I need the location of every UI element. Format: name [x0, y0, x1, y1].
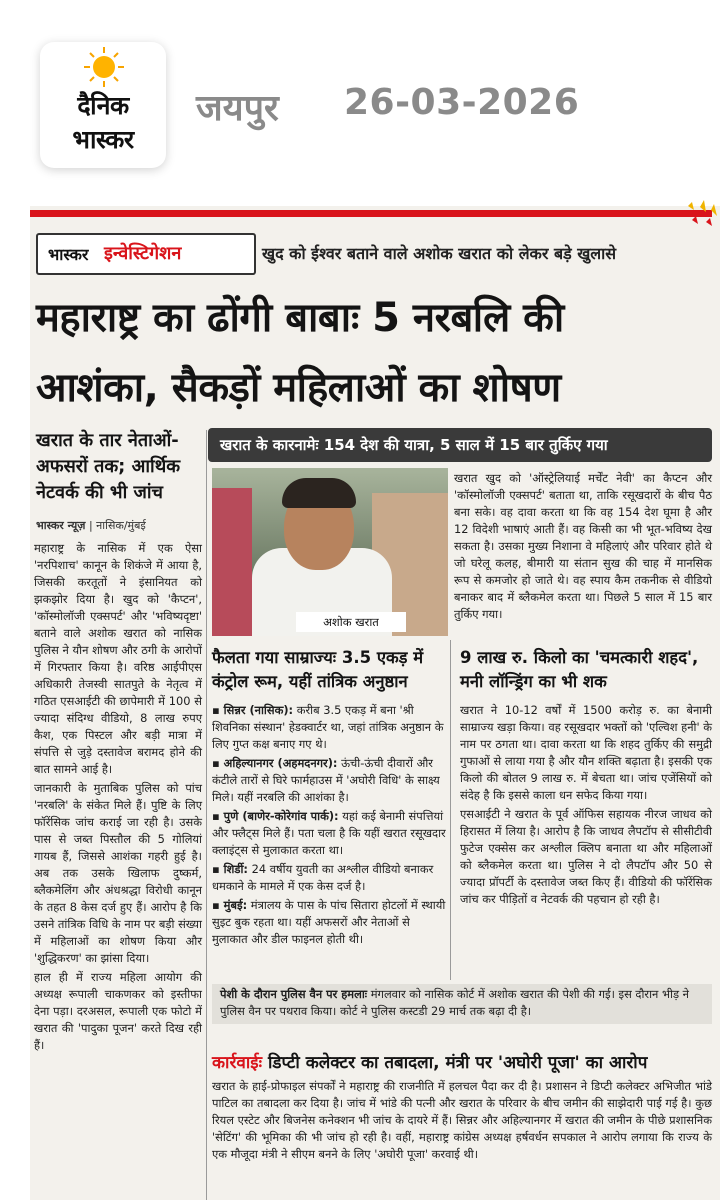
- list-item: [212, 702, 448, 753]
- location-text: करीब 3.5 एकड़ में बना 'श्री शिवनिका संस्थान' हेडक्वार्टर था, जहां तांत्रिक अनुष्ठान के लिए गुप्त कक्ष बनाए गए थे।: [212, 703, 444, 751]
- left-column-text: [34, 540, 202, 1056]
- list-item: [212, 808, 448, 859]
- photo-side-text: खरात खुद को 'ऑस्ट्रेलियाई मर्चेंट नेवी' का कैप्टन और 'कॉस्मोलॉजी एक्सपर्ट' बताता था, ताकि रसूखदारों के बीच पैठ बना सके। वह दावा करता था कि वह 154 देश घूमा है और 12 विदेशी भाषाएं आती हैं। वह किसी का भी भूत-भविष्य देख सकता है। उसका मुख्य निशाना वे महिलाएं और परिवार होते थे जो घरेलू कलह, बीमारी या संतान सुख की चाह में मानसिक रूप से कमजोर हो जाते थे। वह स्पाय कैम तकनीक से वीडियो बनाकर बाद में ब्लैकमेल करता था। पिछले 5 साल में 15 बार तुर्किए गया।: [454, 471, 712, 621]
- kicker-brand: भास्कर: [48, 245, 89, 264]
- location-label: ▪ शिर्डी:: [212, 862, 248, 876]
- empire-subheadline: फैलता गया साम्राज्यः 3.5 एकड़ में कंट्रोल रूम, यहीं तांत्रिक अनुष्ठान: [212, 648, 424, 691]
- action-label: कार्रवाईः: [212, 1053, 263, 1073]
- column-divider: [206, 430, 207, 1200]
- byline: [36, 518, 146, 533]
- exploits-band: [208, 428, 712, 462]
- photo-bystander-left: [212, 488, 252, 636]
- edition-city: जयपुर: [196, 88, 279, 129]
- article-deck: खुद को ईश्वर बताने वाले अशोक खरात को लेकर बड़े खुलासे: [262, 244, 617, 263]
- note-text: मंगलवार को नासिक कोर्ट में अशोक खरात की पेशी की गई। इस दौरान भीड़ ने पुलिस वैन पर पथराव किया। कोर्ट ने पुलिस कस्टडी 29 मार्च तक बढ़ा दी है।: [220, 987, 689, 1018]
- headline-line-1: महाराष्ट्र का ढोंगी बाबाः 5 नरबलि की: [36, 295, 564, 341]
- honey-paragraph: एसआईटी ने खरात के पूर्व ऑफिस सहायक नीरज जाधव को हिरासत में लिया है। आरोप है कि जाधव लैपटॉप से सीसीटीवी फुटेज एक्सेस कर अश्लील क्लिप बनाता था और महिलाओं को ब्लैकमेल करता था। पुलिस ने दो लैपटॉप और 50 से ज्यादा प्रॉपर्टी के दस्तावेज जब्त किए हैं। वीडियो की फॉरेंसिक जांच कर पीड़ितों व नेटवर्क की पहचान हो रही है।: [460, 807, 712, 906]
- court-attack-note: [212, 984, 712, 1024]
- locations-list: [212, 702, 448, 950]
- note-label: पेशी के दौरान पुलिस वैन पर हमलाः: [220, 987, 368, 1001]
- action-headline: [212, 1050, 712, 1073]
- location-label: ▪ अहिल्यानगर (अहमदनगर):: [212, 756, 338, 770]
- location-text: यहां कई बेनामी संपत्तियां और फ्लैट्स मिले हैं। पता चला है कि यहीं खरात रसूखदार क्लाइंट्स से मुलाकात करता था।: [212, 809, 446, 857]
- investigation-kicker: [36, 233, 256, 275]
- logo-line-2: भास्कर: [72, 125, 134, 154]
- location-text: ऊंची-ऊंची दीवारों और कंटीले तारों से घिरे फार्महाउस में 'अघोरी विधि' के साक्ष्य मिले। यहीं नरबलि की आशंका है।: [212, 756, 440, 804]
- action-title: डिप्टी कलेक्टर का तबादला, मंत्री पर 'अघोरी पूजा' का आरोप: [262, 1053, 648, 1073]
- photo-caption: अशोक खरात: [296, 612, 406, 632]
- sun-icon: [84, 47, 124, 87]
- edition-date: 26-03-2026: [344, 82, 580, 123]
- list-item: [212, 897, 448, 948]
- honey-subheadline: 9 लाख रु. किलो का 'चमत्कारी शहद', मनी लॉन्ड्रिंग का भी शक: [460, 648, 699, 691]
- location-text: मंत्रालय के पास के पांच सितारा होटलों में स्थायी सुइट बुक रहता था। यहीं अफसरों और नेताओं से मुलाकात और डील फाइनल होती थी।: [212, 898, 446, 946]
- location-label: ▪ पुणे (बाणेर-कोरेगांव पार्क):: [212, 809, 339, 823]
- location-text: 24 वर्षीय युवती का अश्लील वीडियो बनाकर धमकाने के मामले में एक केस दर्ज है।: [212, 862, 434, 893]
- exploits-band-title: खरात के कारनामेः 154 देश की यात्रा, 5 साल में 15 बार तुर्किए गया: [220, 436, 608, 454]
- accused-photo: [212, 468, 448, 636]
- middle-column-divider: [450, 640, 451, 980]
- decorative-stars-icon: [684, 198, 720, 228]
- dainik-bhaskar-logo[interactable]: [40, 42, 166, 168]
- location-label: ▪ सिन्नर (नासिक):: [212, 703, 294, 717]
- left-paragraph: महाराष्ट्र के नासिक में एक ऐसा 'नरपिशाच' कानून के शिकंजे में आया है, जिसकी करतूतों ने इंसानियत को झकझोर दिया है। खुद को 'कैप्टन', 'कॉस्मोलॉजी एक्सपर्ट' और 'भविष्यदृष्टा' बताने वाले अशोक खरात को नासिक पुलिस ने यौन शोषण और ठगी के आरोपों में गिरफ्तार किया है। वरिष्ठ आईपीएस अधिकारी तेजस्वी सातपुते के नेतृत्व में गठित एसआईटी की छापेमारी में 100 से ज्यादा संदिग्ध वीडियो, 8 लाख रुपए कैश, एक पिस्टल और बड़ी मात्रा में संपत्ति से जुड़े दस्तावेज बरामद होने की बात सामने आई है।: [34, 541, 202, 776]
- honey-paragraph: खरात ने 10-12 वर्षों में 1500 करोड़ रु. का बेनामी साम्राज्य खड़ा किया। वह रसूखदार भक्तों को 'एल्विश हनी' के नाम पर ठगता था। दावा करता था कि शहद तुर्किए की समुद्री गुफाओं से लाया गया है और यौन शक्ति बढ़ाता है। इसकी एक किलो की बोतल 9 लाख रु. में बेचता था। जांच एजेंसियों को संदेह है कि इससे काला धन सफेद किया गया।: [460, 703, 712, 802]
- top-red-rule: [30, 210, 712, 217]
- logo-line-1: दैनिक: [77, 91, 129, 120]
- list-item: [212, 861, 448, 895]
- left-paragraph: जानकारी के मुताबिक पुलिस को पांच 'नरबलि' के संकेत मिले हैं। पुष्टि के लिए फॉरेंसिक जांच कराई जा रही है। उसके पास से जब्त पिस्तौल की 5 गोलियां गायब हैं, जिससे आशंका गहरी हुई है। अब तक उसके खिलाफ दुष्कर्म, ब्लैकमेलिंग और अंधश्रद्धा विरोधी कानून के तहत 8 केस दर्ज हुए हैं। आरोप है कि उसने तांत्रिक विधि के नाम पर बड़ी संख्या में महिलाओं का शोषण किया और 'शुद्धिकरण' का झांसा दिया।: [34, 781, 202, 965]
- side-headline: खरात के तार नेताओं-अफसरों तक; आर्थिक नेटवर्क की भी जांच: [36, 430, 181, 503]
- byline-agency: भास्कर न्यूज़: [36, 519, 86, 532]
- byline-place: | नासिक/मुंबई: [88, 519, 146, 532]
- photo-hair: [282, 478, 356, 508]
- kicker-title: इन्वेस्टिगेशन: [104, 243, 182, 264]
- action-text: खरात के हाई-प्रोफाइल संपर्कों ने महाराष्ट्र की राजनीति में हलचल पैदा कर दी है। प्रशासन ने डिप्टी कलेक्टर अभिजीत भांडे पाटिल का तबादला कर दिया है। जांच में भांडे की पत्नी और खरात के परिवार के बीच जमीन की साझेदारी पाई गई है। कुछ रियल एस्टेट और बिजनेस कनेक्शन भी जांच के दायरे में हैं। सिन्नर और अहिल्यानगर में खरात की जमीन के पीछे प्रशासनिक 'सेटिंग' की भूमिका की भी जांच हो रही है। वहीं, महाराष्ट्र कांग्रेस अध्यक्ष हर्षवर्धन सपकाल ने आरोप लगाया कि राज्य के एक मौजूदा मंत्री ने सीएम बनने के लिए 'अघोरी पूजा' करवाई थी।: [212, 1079, 712, 1161]
- list-item: [212, 755, 448, 806]
- honey-column-text: [460, 702, 712, 910]
- headline-line-2: आशंका, सैकड़ों महिलाओं का शोषण: [36, 365, 561, 411]
- location-label: ▪ मुंबई:: [212, 898, 248, 912]
- left-paragraph: हाल ही में राज्य महिला आयोग की अध्यक्ष रूपाली चाकणकर को इस्तीफा देना पड़ा। दरअसल, रूपाली एक फोटो में खरात की 'पादुका पूजन' करते दिख रही हैं।: [34, 970, 202, 1052]
